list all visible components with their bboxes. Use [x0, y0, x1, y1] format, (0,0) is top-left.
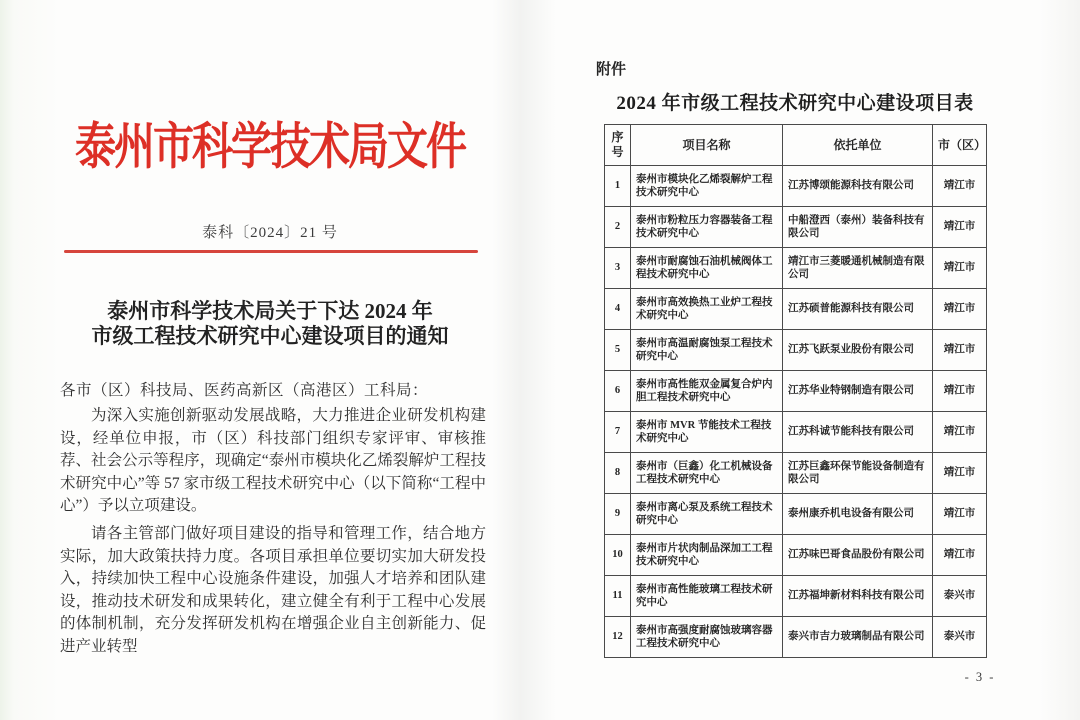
salutation: 各市（区）科技局、医药高新区（高港区）工科局： [60, 382, 429, 399]
row-name: 泰州市粉粒压力容器装备工程技术研究中心 [631, 207, 783, 248]
header-row [605, 125, 987, 166]
row-org: 江苏飞跃泵业股份有限公司 [783, 330, 933, 371]
table-row [605, 330, 987, 371]
attachment-table-title: 2024 年市级工程技术研究中心建设项目表 [616, 93, 974, 114]
row-name: 泰州市模块化乙烯裂解炉工程技术研究中心 [631, 166, 783, 207]
row-district: 靖江市 [933, 371, 987, 412]
table-row [605, 248, 987, 289]
body-paragraph-2: 请各主管部门做好项目建设的指导和管理工作，结合地方实际，加大政策扶持力度。各项目承担单位要切实加大研发投入，持续加快工程中心设施条件建设，加强人才培养和团队建设，推动技术研发和成果转化，建立健全有利于工程中心发展的体制机制，充分发挥研发机构在增强企业自主创新能力、促进产业转型 [60, 524, 486, 655]
row-name: 泰州市（巨鑫）化工机械设备工程技术研究中心 [631, 453, 783, 494]
row-name: 泰州市高性能双金属复合炉内胆工程技术研究中心 [631, 371, 783, 412]
row-no: 8 [605, 453, 631, 494]
row-org: 江苏华业特钢制造有限公司 [783, 371, 933, 412]
row-no: 5 [605, 330, 631, 371]
table-row [605, 535, 987, 576]
letterhead-title: 泰州市科学技术局文件 [75, 118, 465, 175]
row-org: 中船澄西（泰州）装备科技有限公司 [783, 207, 933, 248]
row-no: 7 [605, 412, 631, 453]
row-org: 江苏味巴哥食品股份有限公司 [783, 535, 933, 576]
row-no: 6 [605, 371, 631, 412]
row-name: 泰州市高强度耐腐蚀玻璃容器工程技术研究中心 [631, 617, 783, 658]
header-name: 项目名称 [631, 125, 783, 166]
row-no: 3 [605, 248, 631, 289]
row-org: 江苏硕普能源科技有限公司 [783, 289, 933, 330]
table-row [605, 371, 987, 412]
row-district: 靖江市 [933, 494, 987, 535]
projects-table-body [605, 166, 987, 658]
letterhead-rule [64, 250, 478, 253]
row-district: 靖江市 [933, 289, 987, 330]
row-no: 9 [605, 494, 631, 535]
row-name: 泰州市高性能玻璃工程技术研究中心 [631, 576, 783, 617]
row-org: 泰兴市吉力玻璃制品有限公司 [783, 617, 933, 658]
body-paragraph-1: 为深入实施创新驱动发展战略，大力推进企业研发机构建设，经单位申报，市（区）科技部门组织专家评审、审核推荐、社会公示等程序，现确定“泰州市模块化乙烯裂解炉工程技术研究中心”等 57 家市级工程技术研究中心（以下简称“工程中心”）予以立项建设。 [60, 407, 486, 515]
row-district: 靖江市 [933, 330, 987, 371]
row-district: 靖江市 [933, 453, 987, 494]
row-org: 江苏科诚节能科技有限公司 [783, 412, 933, 453]
row-name: 泰州市片状肉制品深加工工程技术研究中心 [631, 535, 783, 576]
row-no: 11 [605, 576, 631, 617]
row-org: 靖江市三菱暖通机械制造有限公司 [783, 248, 933, 289]
row-no: 4 [605, 289, 631, 330]
table-row [605, 576, 987, 617]
row-district: 靖江市 [933, 412, 987, 453]
attachment-label: 附件 [596, 62, 627, 78]
header-district: 市（区） [933, 125, 987, 166]
row-name: 泰州市高温耐腐蚀泵工程技术研究中心 [631, 330, 783, 371]
row-org: 江苏福坤新材料科技有限公司 [783, 576, 933, 617]
row-no: 10 [605, 535, 631, 576]
header-no: 序号 [605, 125, 631, 166]
document-title-line2: 市级工程技术研究中心建设项目的通知 [91, 324, 449, 348]
projects-table-header [605, 125, 987, 166]
row-district: 靖江市 [933, 535, 987, 576]
row-org: 江苏博颂能源科技有限公司 [783, 166, 933, 207]
document-number: 泰科〔2024〕21 号 [202, 225, 338, 241]
page-number: - 3 - [964, 670, 996, 684]
row-district: 靖江市 [933, 207, 987, 248]
table-row [605, 494, 987, 535]
document-body [60, 405, 486, 664]
table-row [605, 289, 987, 330]
row-district: 泰兴市 [933, 576, 987, 617]
row-org: 泰州康乔机电设备有限公司 [783, 494, 933, 535]
row-name: 泰州市高效换热工业炉工程技术研究中心 [631, 289, 783, 330]
document-title-line1: 泰州市科学技术局关于下达 2024 年 [107, 299, 433, 323]
attachment-page [540, 0, 1080, 720]
row-org: 江苏巨鑫环保节能设备制造有限公司 [783, 453, 933, 494]
document-title [40, 299, 500, 349]
table-row [605, 166, 987, 207]
row-district: 靖江市 [933, 248, 987, 289]
header-org: 依托单位 [783, 125, 933, 166]
table-row [605, 453, 987, 494]
row-no: 12 [605, 617, 631, 658]
projects-table [604, 124, 987, 658]
table-row [605, 412, 987, 453]
row-district: 泰兴市 [933, 617, 987, 658]
row-no: 1 [605, 166, 631, 207]
row-name: 泰州市离心泵及系统工程技术研究中心 [631, 494, 783, 535]
row-no: 2 [605, 207, 631, 248]
row-district: 靖江市 [933, 166, 987, 207]
row-name: 泰州市 MVR 节能技术工程技术研究中心 [631, 412, 783, 453]
table-row [605, 207, 987, 248]
table-row [605, 617, 987, 658]
row-name: 泰州市耐腐蚀石油机械阀体工程技术研究中心 [631, 248, 783, 289]
